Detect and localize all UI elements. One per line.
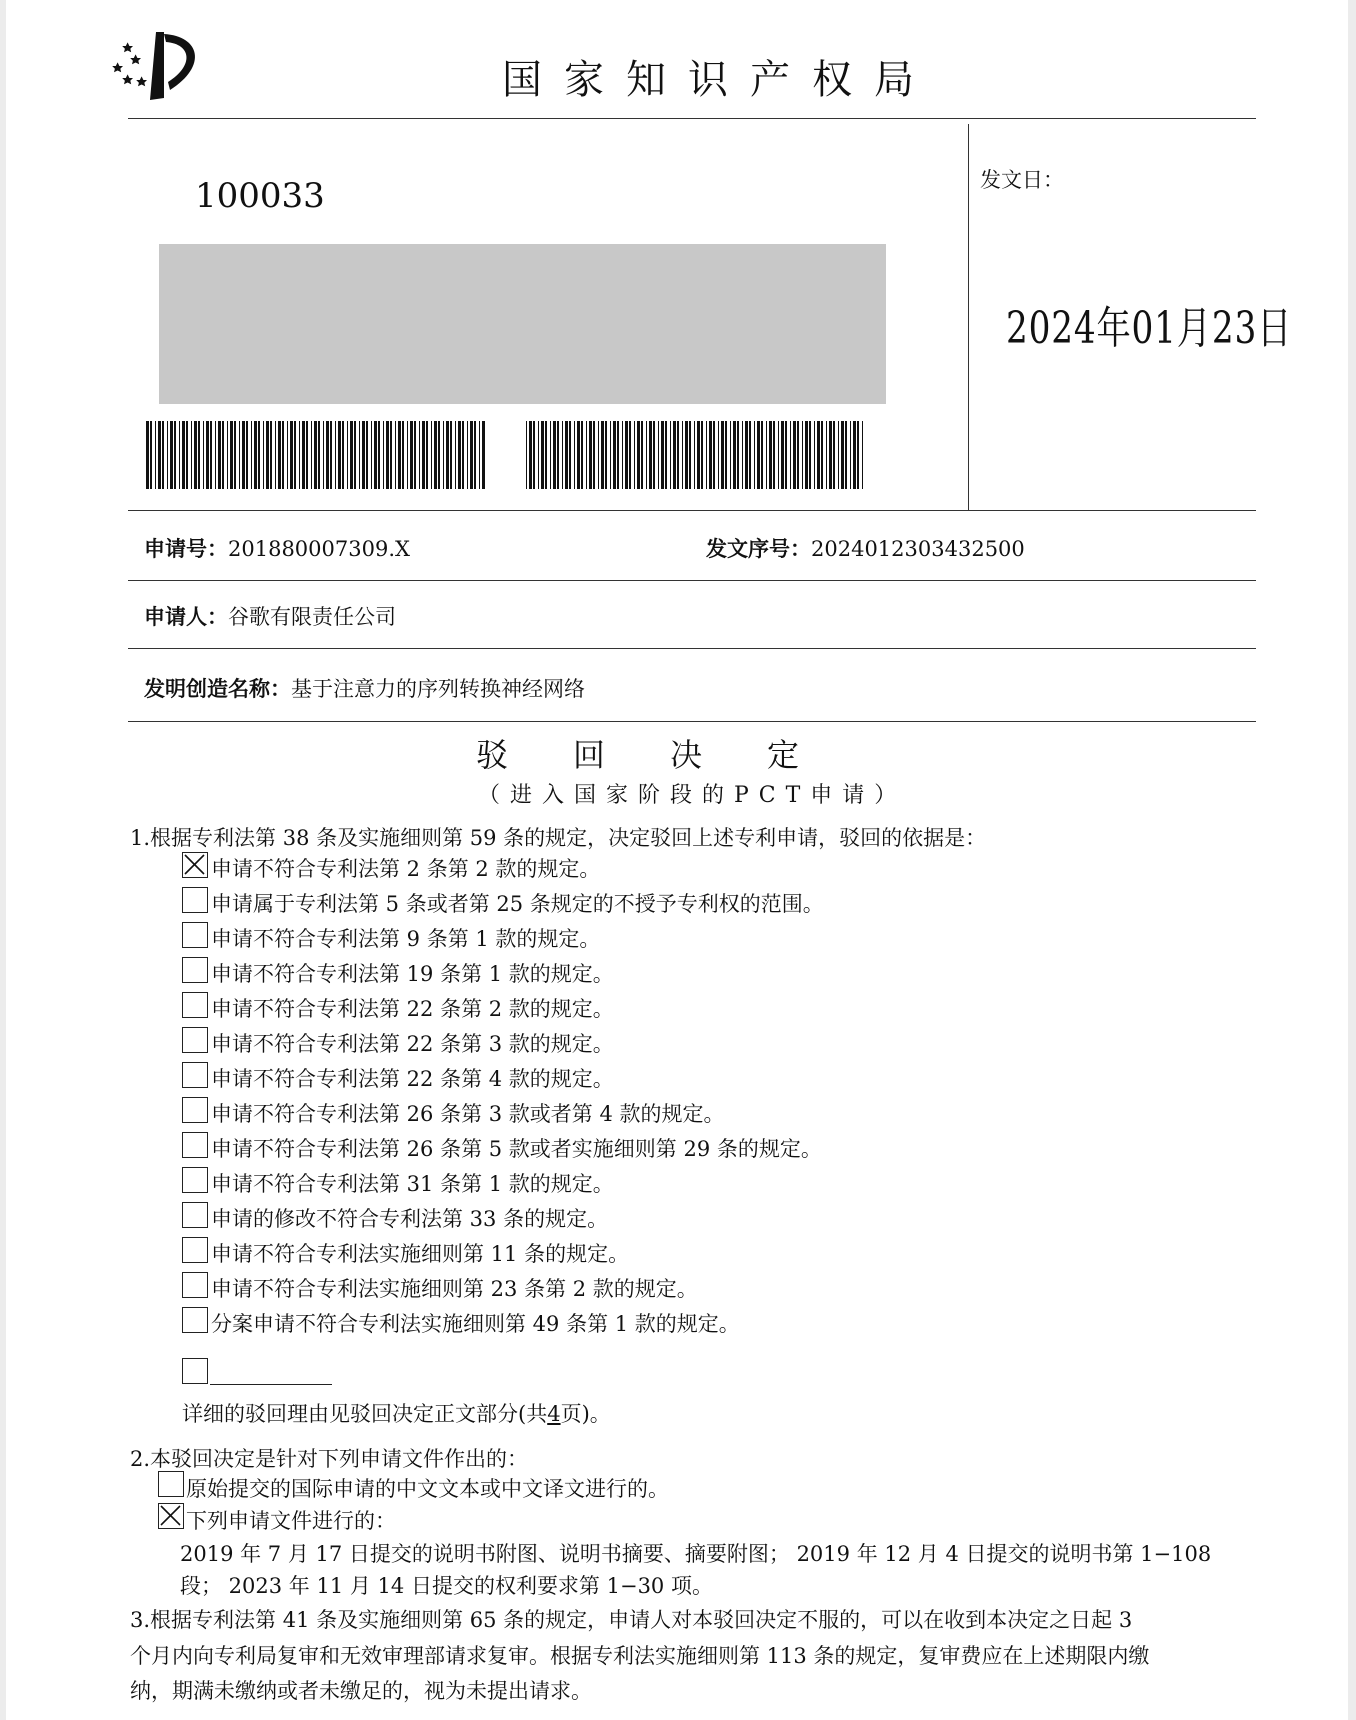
ground-checkbox[interactable] — [182, 957, 208, 983]
ground-checkbox[interactable] — [182, 1307, 208, 1333]
original-text-option: 原始提交的国际申请的中文文本或中文译文进行的。 — [186, 1477, 669, 1501]
other-ground-blank — [210, 1384, 332, 1385]
ground-checkbox[interactable] — [182, 887, 208, 913]
applicant: 申请人：谷歌有限责任公司 — [144, 604, 396, 629]
section2-intro: 2.本驳回决定是针对下列申请文件作出的： — [130, 1447, 529, 1471]
application-number: 申请号：201880007309.X — [144, 536, 410, 561]
ground-text: 申请不符合专利法第 19 条第 1 款的规定。 — [211, 962, 614, 986]
following-files-option: 下列申请文件进行的： — [186, 1509, 396, 1533]
issue-date-label: 发文日： — [980, 168, 1064, 192]
ground-checkbox[interactable] — [182, 1062, 208, 1088]
following-files-checkbox[interactable] — [158, 1503, 184, 1529]
ground-checkbox[interactable] — [182, 992, 208, 1018]
ground-checkbox[interactable] — [182, 1132, 208, 1158]
check-mark-icon — [183, 853, 206, 876]
original-text-checkbox[interactable] — [158, 1471, 184, 1497]
section3-line1: 3.根据专利法第 41 条及实施细则第 65 条的规定，申请人对本驳回决定不服的，可以在收到本决定之日起 3 — [130, 1608, 1133, 1632]
ground-text: 申请不符合专利法第 2 条第 2 款的规定。 — [211, 857, 601, 881]
rule — [128, 721, 1256, 722]
ground-checkbox[interactable] — [182, 1097, 208, 1123]
other-ground-checkbox[interactable] — [182, 1358, 208, 1384]
header-rule — [128, 118, 1256, 119]
files-list-line2: 段； 2023 年 11 月 14 日提交的权利要求第 1−30 项。 — [180, 1574, 713, 1598]
redacted-address — [159, 244, 886, 404]
decision-subtitle: （进入国家阶段的PCT申请） — [478, 783, 907, 808]
barcode-left — [146, 421, 490, 489]
check-mark-icon — [159, 1504, 182, 1527]
section3-line3: 纳，期满未缴纳或者未缴足的，视为未提出请求。 — [130, 1679, 592, 1703]
ground-text: 申请不符合专利法第 9 条第 1 款的规定。 — [211, 927, 601, 951]
invention-title: 发明创造名称：基于注意力的序列转换神经网络 — [144, 676, 585, 701]
ground-text: 申请不符合专利法第 26 条第 3 款或者第 4 款的规定。 — [211, 1102, 725, 1126]
ground-text: 申请不符合专利法第 22 条第 4 款的规定。 — [211, 1067, 614, 1091]
ground-text: 申请不符合专利法实施细则第 23 条第 2 款的规定。 — [211, 1277, 698, 1301]
cnipa-logo — [110, 30, 210, 102]
ground-text: 申请不符合专利法第 22 条第 3 款的规定。 — [211, 1032, 614, 1056]
ground-checkbox[interactable] — [182, 922, 208, 948]
ground-checkbox[interactable] — [182, 1272, 208, 1298]
barcode-right — [526, 421, 870, 489]
ground-text: 申请不符合专利法实施细则第 11 条的规定。 — [211, 1242, 630, 1266]
ground-checkbox[interactable] — [182, 1237, 208, 1263]
document-page — [6, 0, 1348, 1720]
issue-date: 2024年01月23日 — [1006, 303, 1293, 354]
ground-checkbox[interactable] — [182, 852, 208, 878]
ground-text: 申请不符合专利法第 26 条第 5 款或者实施细则第 29 条的规定。 — [211, 1137, 822, 1161]
ground-checkbox[interactable] — [182, 1027, 208, 1053]
postcode: 100033 — [195, 176, 325, 216]
section1-intro: 1.根据专利法第 38 条及实施细则第 59 条的规定，决定驳回上述专利申请，驳回的依据是： — [130, 826, 987, 850]
ground-text: 申请的修改不符合专利法第 33 条的规定。 — [211, 1207, 609, 1231]
ground-text: 申请不符合专利法第 22 条第 2 款的规定。 — [211, 997, 614, 1021]
header-divider — [968, 124, 969, 510]
ground-text: 申请不符合专利法第 31 条第 1 款的规定。 — [211, 1172, 614, 1196]
decision-title: 驳回决定 — [476, 736, 865, 774]
ground-checkbox[interactable] — [182, 1202, 208, 1228]
files-list-line1: 2019 年 7 月 17 日提交的说明书附图、说明书摘要、摘要附图； 2019 年 12 月 4 日提交的说明书第 1−108 — [180, 1542, 1212, 1566]
document-serial-number: 发文序号：2024012303432500 — [706, 536, 1025, 561]
agency-name: 国家知识产权局 — [502, 57, 936, 103]
rule — [128, 510, 1256, 511]
ground-text: 申请属于专利法第 5 条或者第 25 条规定的不授予专利权的范围。 — [211, 892, 824, 916]
rule — [128, 580, 1256, 581]
ground-checkbox[interactable] — [182, 1167, 208, 1193]
section3-line2: 个月内向专利局复审和无效审理部请求复审。根据专利法实施细则第 113 条的规定，复审费应在上述期限内缴 — [130, 1644, 1150, 1668]
ground-text: 分案申请不符合专利法实施细则第 49 条第 1 款的规定。 — [211, 1312, 740, 1336]
detail-note: 详细的驳回理由见驳回决定正文部分(共4页)。 — [182, 1402, 611, 1426]
rule — [128, 648, 1256, 649]
